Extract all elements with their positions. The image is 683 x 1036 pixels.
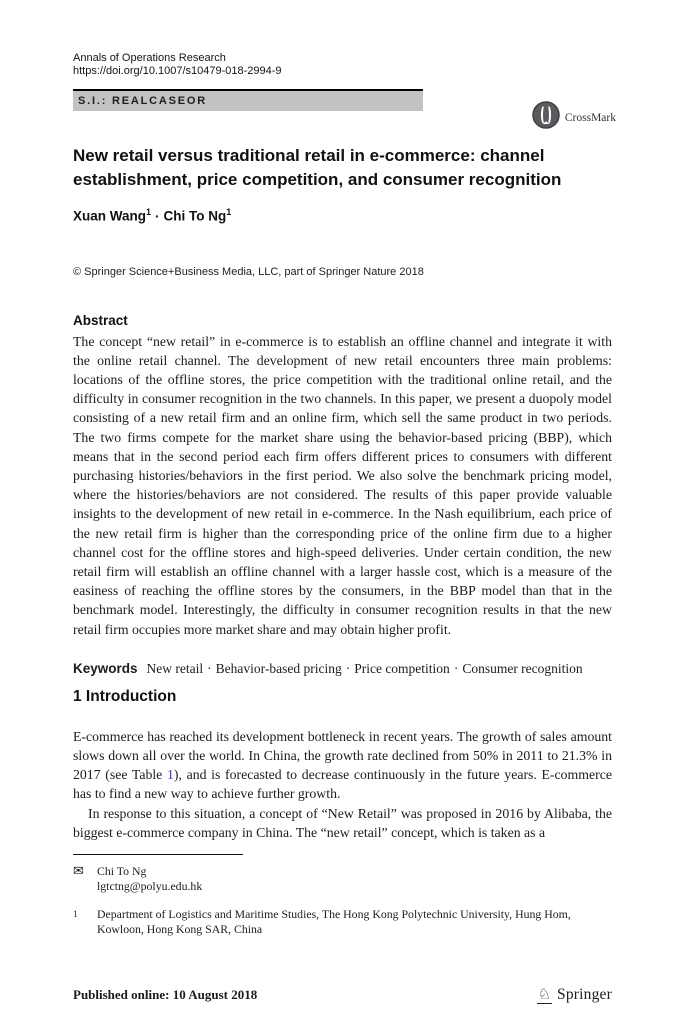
keyword-2: Behavior-based pricing xyxy=(215,660,342,676)
special-issue-banner xyxy=(73,89,423,111)
corresponding-author-block xyxy=(73,864,612,894)
paragraph-text: E-commerce has reached its development bottleneck in recent years. The growth of sales amount slows down all over the world. In China, the growth rate declined from 50% in 2011 to 21.3% in 2017 (see Table xyxy=(73,728,612,783)
author-name-1: Xuan Wang xyxy=(73,208,146,224)
published-online: Published online: 10 August 2018 xyxy=(73,987,258,1002)
intro-paragraph-2: In response to this situation, a concept of “New Retail” was proposed in 2016 by Alibaba, the biggest e-commerce company in China. The “new retail” concept, which is taken as a xyxy=(73,805,612,840)
page-footer xyxy=(73,986,612,1004)
crossmark-icon xyxy=(532,101,560,134)
abstract-text: The concept “new retail” in e-commerce is to establish an offline channel and integrate it with the online retail channel. The development of new retail encounters three main problems: locations of the offline stores, the price competition with the traditional online retail, and the difficulty in consumer recognition in the two channels. In this paper, we present a duopoly model consisting of a new retail firm and an online firm, which sell the same product in two periods. The two firms compete for the market share using the behavior-based pricing (BBP), which means that in the second period each firm offers different prices to consumers with different purchasing histories/behaviors in the first period. We also solve the benchmark pricing model, where the histories/behaviors are not considered. The results of this paper provide valuable insights to the development of new retail in e-commerce. In the Nash equilibrium, each price of the new retail firm is higher than the corresponding price of the online firm due to a higher channel cost for the offline stores and high-speed deliveries. Under certain condition, the new retail firm will establish an offline channel with a larger hassle cost, which is a measure of the easiness of reaching the offline stores by the consumers, in the BBP model than that in the benchmark model. Interestingly, the difficulty in consumer recognition results in that the new retail firm occupies more market share and may obtain higher profit. xyxy=(73,333,612,637)
keyword-separator: · xyxy=(345,660,351,676)
corresponding-author-email[interactable]: lgtctng@polyu.edu.hk xyxy=(97,878,203,893)
abstract-heading: Abstract xyxy=(73,312,128,328)
email-icon: ✉ xyxy=(73,863,84,879)
special-issue-label: S.I.: REALCASEOR xyxy=(78,95,208,107)
keyword-separator: · xyxy=(453,660,459,676)
springer-wordmark: Springer xyxy=(557,986,612,1003)
keywords-line xyxy=(73,659,612,678)
keyword-separator: · xyxy=(207,660,212,676)
author-separator: · xyxy=(155,208,160,224)
springer-logo xyxy=(537,986,612,1004)
keyword-1: New retail xyxy=(146,660,204,676)
intro-paragraph-1 xyxy=(73,727,612,804)
springer-knight-icon: ♘ xyxy=(537,985,552,1003)
abstract-section xyxy=(73,278,612,639)
crossmark-label: CrossMark xyxy=(564,111,616,124)
paragraph-text: ), and is forecasted to decrease continuously in the future years. E-commerce has to find a new way to achieve further growth. xyxy=(73,767,612,802)
copyright-line: © Springer Science+Business Media, LLC, part of Springer Nature 2018 xyxy=(73,265,424,278)
affiliation-ref: 1 xyxy=(73,908,78,919)
author-1-affiliation-ref: 1 xyxy=(146,207,152,217)
affiliation-text: Department of Logistics and Maritime Studies, The Hong Kong Polytechnic University, Hung Hom, Kowloon, Hong Kong SAR, China xyxy=(97,906,571,936)
author-name-2: Chi To Ng xyxy=(163,208,227,224)
journal-name: Annals of Operations Research xyxy=(73,52,226,64)
footnote-divider xyxy=(73,854,243,855)
paper-title: New retail versus traditional retail in e-commerce: channel establishment, price competition, and consumer recognition xyxy=(73,146,562,189)
doi-link[interactable]: https://doi.org/10.1007/s10479-018-2994-9 xyxy=(73,65,282,77)
section-heading-introduction: 1 Introduction xyxy=(73,687,177,705)
corresponding-author-name: Chi To Ng xyxy=(97,863,147,878)
crossmark-badge[interactable] xyxy=(532,101,616,134)
affiliation-block xyxy=(73,907,612,937)
keyword-3: Price competition xyxy=(354,660,450,676)
keyword-4: Consumer recognition xyxy=(462,660,583,676)
author-line xyxy=(73,207,612,224)
affiliation-ref-marker xyxy=(73,907,97,937)
table-1-link[interactable]: 1 xyxy=(166,767,174,783)
keywords-heading: Keywords xyxy=(73,660,138,676)
author-2-affiliation-ref: 1 xyxy=(226,207,232,217)
